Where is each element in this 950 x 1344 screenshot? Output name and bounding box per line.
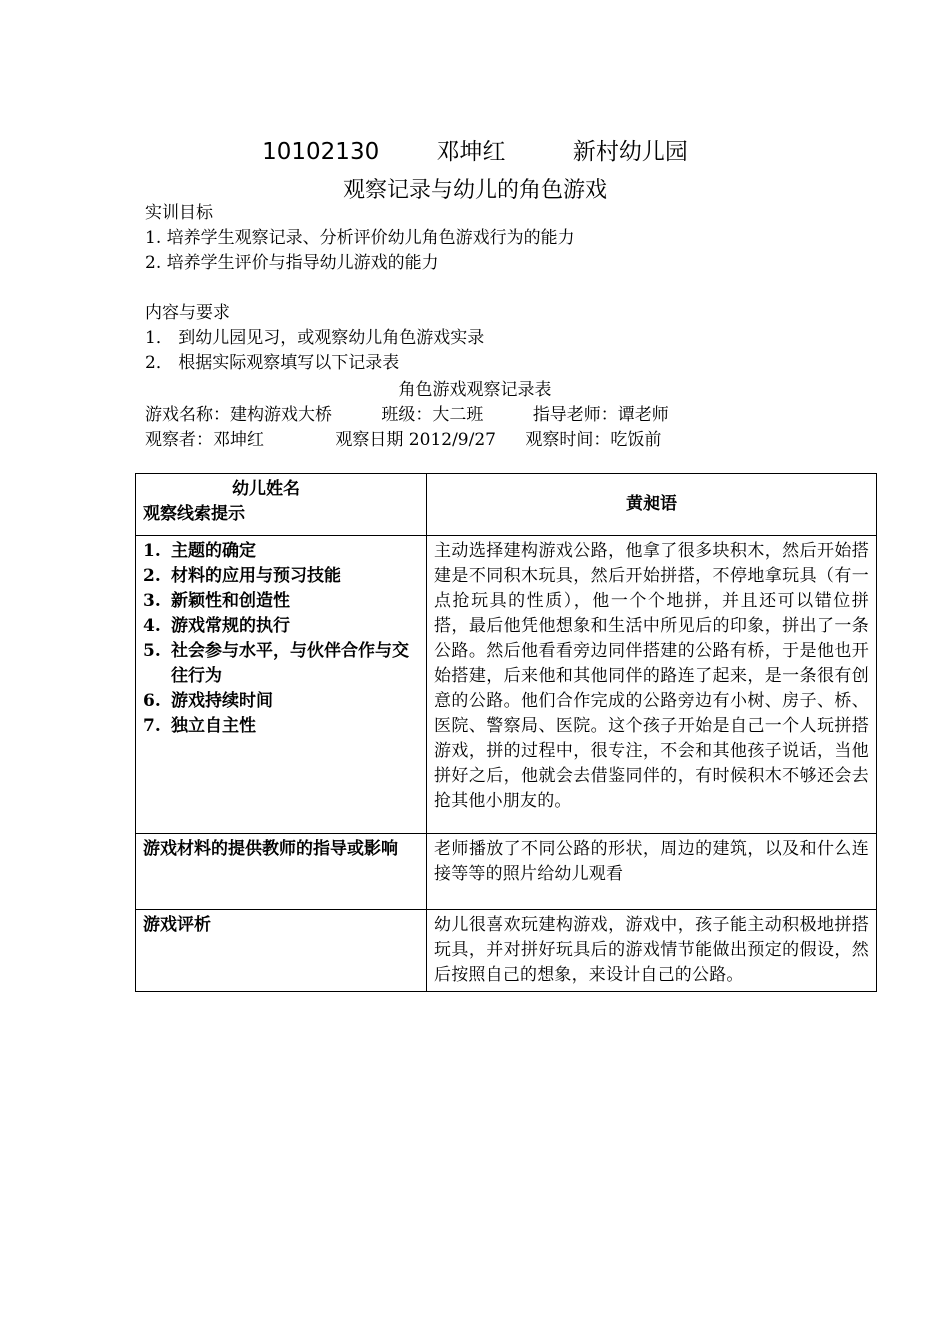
training-goals: [145, 201, 575, 276]
student-name: 邓坤红: [436, 139, 506, 165]
guidance-row: [136, 834, 877, 910]
table-header-row: [136, 474, 877, 536]
clue-item: 1. 主题的确定: [143, 541, 256, 561]
requirements-heading: 内容与要求: [145, 303, 230, 323]
clue-item: 6. 游戏持续时间: [143, 691, 273, 711]
goal-item: 2. 培养学生评价与指导幼儿游戏的能力: [145, 253, 439, 273]
observer-name: 观察者：邓坤红: [145, 430, 264, 450]
content-requirements: [145, 301, 484, 376]
game-name: 游戏名称：建构游戏大桥: [145, 405, 332, 425]
requirement-item: 2． 根据实际观察填写以下记录表: [145, 353, 400, 373]
clue-list: [143, 539, 419, 739]
goal-item: 1. 培养学生观察记录、分析评价幼儿角色游戏行为的能力: [145, 228, 575, 248]
record-info-line-1: [145, 400, 669, 425]
observation-table: [135, 473, 877, 992]
document-title: 观察记录与幼儿的角色游戏: [342, 178, 607, 203]
kindergarten-name: 新村幼儿园: [572, 139, 688, 165]
clue-list-cell: [136, 536, 427, 834]
evaluation-label: 游戏评析: [136, 910, 427, 992]
evaluation-row: [136, 910, 877, 992]
observation-date: 观察日期 2012/9/27: [335, 430, 496, 450]
header-line: [0, 133, 950, 166]
guidance-text: 老师播放了不同公路的形状，周边的建筑，以及和什么连接等等的照片给幼儿观看: [427, 834, 877, 910]
child-name-label: 幼儿姓名: [232, 479, 300, 499]
requirement-item: 1． 到幼儿园见习，或观察幼儿角色游戏实录: [145, 328, 485, 348]
teacher-name: 指导老师：谭老师: [532, 405, 669, 425]
clue-item: 3. 新颖性和创造性: [143, 591, 290, 611]
clue-item: 7. 独立自主性: [143, 716, 256, 736]
observation-time: 观察时间：吃饭前: [525, 430, 662, 450]
evaluation-text: 幼儿很喜欢玩建构游戏，游戏中，孩子能主动积极地拼搭玩具，并对拼好玩具后的游戏情节能做出预定的假设，然后按照自己的想象，来设计自己的公路。: [427, 910, 877, 992]
goals-heading: 实训目标: [145, 203, 213, 223]
clue-label: 观察线索提示: [143, 504, 245, 524]
class-name: 班级：大二班: [381, 405, 484, 425]
observation-row: [136, 536, 877, 834]
student-id: 10102130: [262, 139, 380, 165]
observation-text: 主动选择建构游戏公路，他拿了很多块积木，然后开始搭建是不同积木玩具，然后开始拼搭，不停地拿玩具（有一点抢玩具的性质），他一个个地拼，并且还可以错位拼搭，最后他凭他想象和生活中所见后的印象，拼出了一条公路。然后他看看旁边同伴搭建的公路有桥，于是他也开始搭建，后来他和其他同伴的路连了起来，是一条很有创意的公路。他们合作完成的公路旁边有小树、房子、桥、医院、警察局、医院。这个孩子开始是自己一个人玩拼搭游戏，拼的过程中，很专注，不会和其他孩子说话，当他拼好之后，他就会去借鉴同伴的，有时候积木不够还会去抢其他小朋友的。: [427, 536, 877, 834]
header-label-cell: [136, 474, 427, 536]
clue-item: 5. 社会参与水平，与伙伴合作与交往行为: [143, 641, 409, 686]
clue-item: 4. 游戏常规的执行: [143, 616, 290, 636]
child-name: 黄昶语: [427, 474, 877, 536]
clue-item: 2. 材料的应用与预习技能: [143, 566, 341, 586]
record-table-title: 角色游戏观察记录表: [398, 380, 552, 400]
record-info-line-2: [145, 425, 661, 450]
guidance-label: 游戏材料的提供教师的指导或影响: [136, 834, 427, 910]
